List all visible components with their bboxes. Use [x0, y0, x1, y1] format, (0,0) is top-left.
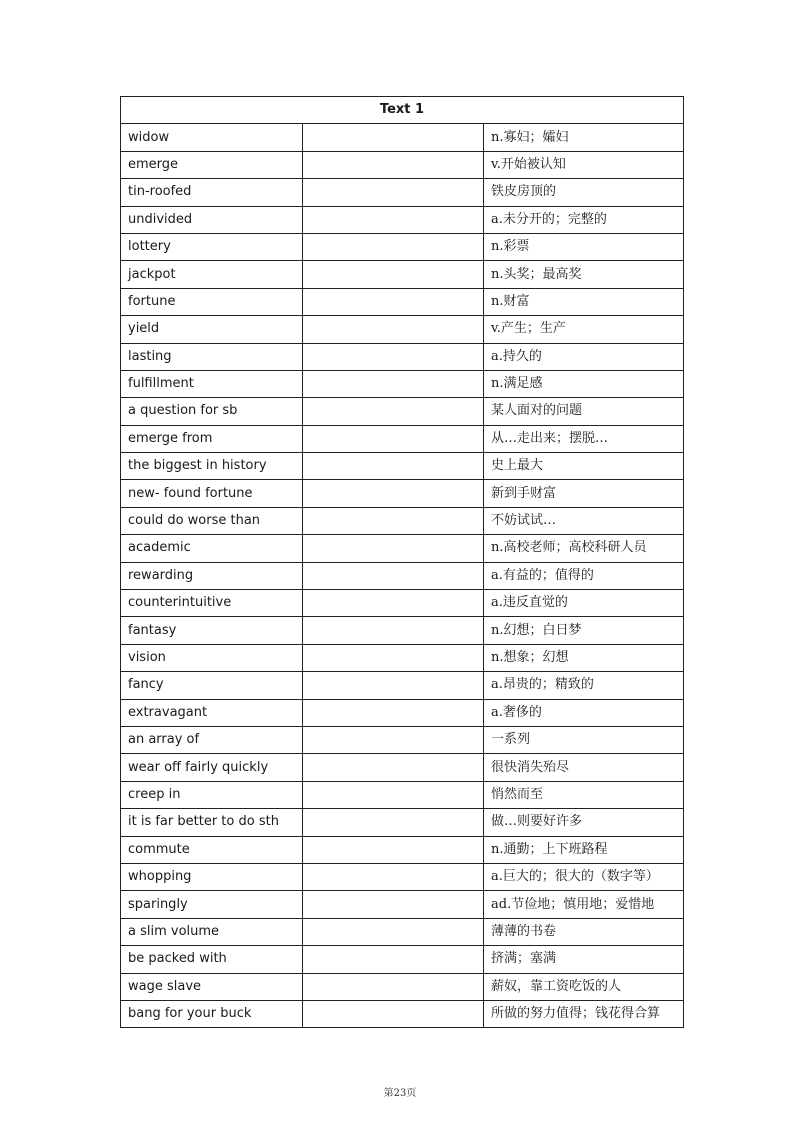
chinese-definition-cell: 悄然而至 [484, 781, 684, 808]
table-row [121, 863, 684, 890]
table-row [121, 1000, 684, 1027]
table-row [121, 233, 684, 260]
table-row [121, 179, 684, 206]
english-term-cell: commute [121, 836, 303, 863]
english-term-cell: bang for your buck [121, 1000, 303, 1027]
table-row [121, 836, 684, 863]
english-term-cell: vision [121, 644, 303, 671]
blank-answer-cell [303, 343, 484, 370]
table-row [121, 480, 684, 507]
table-row [121, 726, 684, 753]
english-term-cell: academic [121, 535, 303, 562]
chinese-definition-cell: n.幻想；白日梦 [484, 617, 684, 644]
chinese-definition-cell: a.有益的；值得的 [484, 562, 684, 589]
chinese-definition-cell: 新到手财富 [484, 480, 684, 507]
chinese-definition-cell: n.彩票 [484, 233, 684, 260]
chinese-definition-cell: v.开始被认知 [484, 151, 684, 178]
chinese-definition-cell: 史上最大 [484, 453, 684, 480]
table-row [121, 781, 684, 808]
table-row [121, 699, 684, 726]
chinese-definition-cell: n.想象；幻想 [484, 644, 684, 671]
table-row [121, 343, 684, 370]
table-row [121, 672, 684, 699]
chinese-definition-cell: 很快消失殆尽 [484, 754, 684, 781]
table-row [121, 316, 684, 343]
chinese-definition-cell: ad.节俭地；慎用地；爱惜地 [484, 891, 684, 918]
english-term-cell: emerge [121, 151, 303, 178]
chinese-definition-cell: n.通勤；上下班路程 [484, 836, 684, 863]
chinese-definition-cell: 薪奴，靠工资吃饭的人 [484, 973, 684, 1000]
table-row [121, 288, 684, 315]
blank-answer-cell [303, 946, 484, 973]
blank-answer-cell [303, 233, 484, 260]
blank-answer-cell [303, 726, 484, 753]
blank-answer-cell [303, 918, 484, 945]
english-term-cell: extravagant [121, 699, 303, 726]
english-term-cell: new- found fortune [121, 480, 303, 507]
chinese-definition-cell: 从…走出来；摆脱… [484, 425, 684, 452]
blank-answer-cell [303, 781, 484, 808]
table-row [121, 507, 684, 534]
blank-answer-cell [303, 863, 484, 890]
english-term-cell: a slim volume [121, 918, 303, 945]
chinese-definition-cell: 所做的努力值得；钱花得合算 [484, 1000, 684, 1027]
english-term-cell: tin-roofed [121, 179, 303, 206]
english-term-cell: jackpot [121, 261, 303, 288]
english-term-cell: sparingly [121, 891, 303, 918]
blank-answer-cell [303, 124, 484, 151]
page-number: 第23页 [383, 1088, 417, 1099]
blank-answer-cell [303, 699, 484, 726]
blank-answer-cell [303, 644, 484, 671]
blank-answer-cell [303, 590, 484, 617]
blank-answer-cell [303, 480, 484, 507]
blank-answer-cell [303, 973, 484, 1000]
table-row [121, 617, 684, 644]
english-term-cell: whopping [121, 863, 303, 890]
english-term-cell: creep in [121, 781, 303, 808]
chinese-definition-cell: n.财富 [484, 288, 684, 315]
chinese-definition-cell: v.产生；生产 [484, 316, 684, 343]
chinese-definition-cell: 薄薄的书卷 [484, 918, 684, 945]
english-term-cell: widow [121, 124, 303, 151]
english-term-cell: wage slave [121, 973, 303, 1000]
english-term-cell: it is far better to do sth [121, 809, 303, 836]
blank-answer-cell [303, 672, 484, 699]
chinese-definition-cell: 做…则要好许多 [484, 809, 684, 836]
table-row [121, 261, 684, 288]
chinese-definition-cell: n.满足感 [484, 370, 684, 397]
english-term-cell: counterintuitive [121, 590, 303, 617]
table-header-row [121, 97, 684, 124]
english-term-cell: be packed with [121, 946, 303, 973]
chinese-definition-cell: 不妨试试… [484, 507, 684, 534]
chinese-definition-cell: n.头奖；最高奖 [484, 261, 684, 288]
chinese-definition-cell: 一系列 [484, 726, 684, 753]
table-row [121, 973, 684, 1000]
blank-answer-cell [303, 809, 484, 836]
chinese-definition-cell: n.寡妇；孀妇 [484, 124, 684, 151]
table-row [121, 370, 684, 397]
english-term-cell: an array of [121, 726, 303, 753]
blank-answer-cell [303, 425, 484, 452]
blank-answer-cell [303, 535, 484, 562]
english-term-cell: lottery [121, 233, 303, 260]
table-row [121, 809, 684, 836]
table-row [121, 946, 684, 973]
chinese-definition-cell: 挤满；塞满 [484, 946, 684, 973]
blank-answer-cell [303, 836, 484, 863]
blank-answer-cell [303, 453, 484, 480]
table-row [121, 891, 684, 918]
blank-answer-cell [303, 288, 484, 315]
blank-answer-cell [303, 206, 484, 233]
chinese-definition-cell: a.巨大的；很大的（数字等） [484, 863, 684, 890]
english-term-cell: yield [121, 316, 303, 343]
blank-answer-cell [303, 562, 484, 589]
table-row [121, 754, 684, 781]
english-term-cell: undivided [121, 206, 303, 233]
table-row [121, 206, 684, 233]
chinese-definition-cell: a.昂贵的；精致的 [484, 672, 684, 699]
table-row [121, 398, 684, 425]
table-body [121, 124, 684, 1028]
blank-answer-cell [303, 151, 484, 178]
chinese-definition-cell: 某人面对的问题 [484, 398, 684, 425]
english-term-cell: fortune [121, 288, 303, 315]
chinese-definition-cell: a.持久的 [484, 343, 684, 370]
vocabulary-table [120, 96, 684, 1028]
english-term-cell: lasting [121, 343, 303, 370]
blank-answer-cell [303, 891, 484, 918]
table-row [121, 644, 684, 671]
table-row [121, 425, 684, 452]
table-row [121, 535, 684, 562]
english-term-cell: wear off fairly quickly [121, 754, 303, 781]
english-term-cell: fantasy [121, 617, 303, 644]
chinese-definition-cell: a.未分开的；完整的 [484, 206, 684, 233]
blank-answer-cell [303, 261, 484, 288]
blank-answer-cell [303, 370, 484, 397]
blank-answer-cell [303, 1000, 484, 1027]
table-row [121, 590, 684, 617]
table-title: Text 1 [121, 97, 684, 124]
table-row [121, 151, 684, 178]
english-term-cell: a question for sb [121, 398, 303, 425]
table-row [121, 562, 684, 589]
table-row [121, 918, 684, 945]
table-row [121, 124, 684, 151]
blank-answer-cell [303, 179, 484, 206]
blank-answer-cell [303, 507, 484, 534]
chinese-definition-cell: n.高校老师；高校科研人员 [484, 535, 684, 562]
table-row [121, 453, 684, 480]
english-term-cell: rewarding [121, 562, 303, 589]
english-term-cell: fulfillment [121, 370, 303, 397]
chinese-definition-cell: 铁皮房顶的 [484, 179, 684, 206]
blank-answer-cell [303, 754, 484, 781]
english-term-cell: could do worse than [121, 507, 303, 534]
blank-answer-cell [303, 398, 484, 425]
chinese-definition-cell: a.违反直觉的 [484, 590, 684, 617]
blank-answer-cell [303, 617, 484, 644]
chinese-definition-cell: a.奢侈的 [484, 699, 684, 726]
english-term-cell: fancy [121, 672, 303, 699]
english-term-cell: the biggest in history [121, 453, 303, 480]
english-term-cell: emerge from [121, 425, 303, 452]
blank-answer-cell [303, 316, 484, 343]
